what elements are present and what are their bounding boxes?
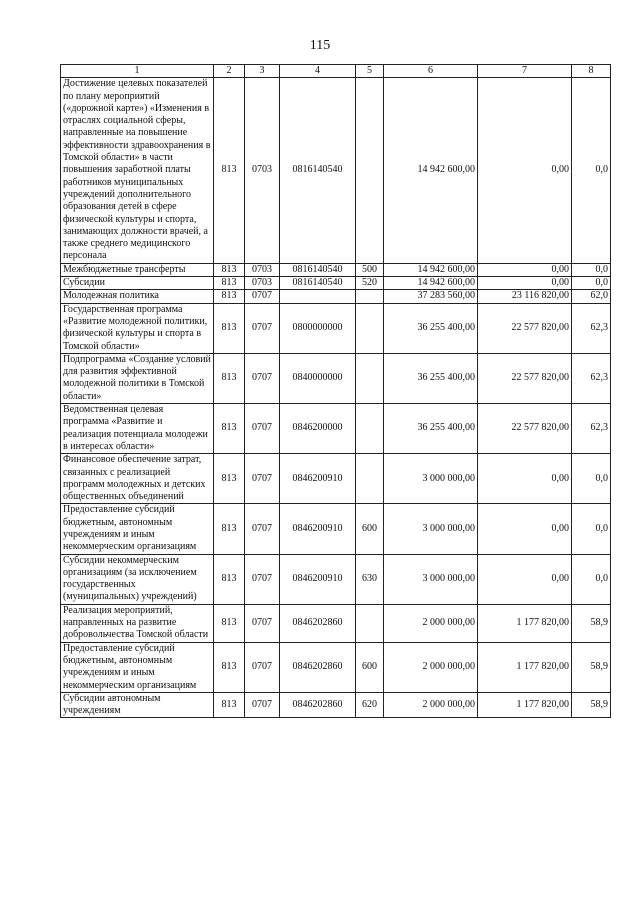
table-row xyxy=(61,303,611,353)
row-fact: 0,00 xyxy=(478,277,572,290)
table-row xyxy=(61,78,611,263)
table-row xyxy=(61,642,611,692)
row-target: 0846200910 xyxy=(280,454,356,504)
row-name: Ведомственная целевая программа «Развитие и реализация потенциала молодежи в интересах области» xyxy=(61,404,214,454)
row-fact: 22 577 820,00 xyxy=(478,353,572,403)
row-plan: 2 000 000,00 xyxy=(384,692,478,718)
column-header: 7 xyxy=(478,65,572,78)
row-percent: 62,3 xyxy=(572,404,611,454)
row-type xyxy=(356,454,384,504)
row-plan: 36 255 400,00 xyxy=(384,404,478,454)
row-fact: 1 177 820,00 xyxy=(478,642,572,692)
row-target: 0846200910 xyxy=(280,554,356,604)
header-row xyxy=(61,65,611,78)
row-section: 0707 xyxy=(245,454,280,504)
row-section: 0707 xyxy=(245,290,280,303)
row-fact: 22 577 820,00 xyxy=(478,404,572,454)
row-percent: 0,0 xyxy=(572,78,611,263)
row-plan: 3 000 000,00 xyxy=(384,454,478,504)
row-code: 813 xyxy=(214,642,245,692)
row-plan: 2 000 000,00 xyxy=(384,604,478,642)
row-plan: 3 000 000,00 xyxy=(384,504,478,554)
row-type xyxy=(356,604,384,642)
row-type: 600 xyxy=(356,504,384,554)
row-section: 0707 xyxy=(245,692,280,718)
row-percent: 0,0 xyxy=(572,554,611,604)
row-name: Субсидии xyxy=(61,277,214,290)
row-percent: 0,0 xyxy=(572,504,611,554)
row-section: 0703 xyxy=(245,277,280,290)
row-section: 0707 xyxy=(245,554,280,604)
table-row xyxy=(61,404,611,454)
row-name: Подпрограмма «Создание условий для развития эффективной молодежной политики в Томской области» xyxy=(61,353,214,403)
row-code: 813 xyxy=(214,303,245,353)
row-percent: 62,3 xyxy=(572,303,611,353)
row-section: 0707 xyxy=(245,604,280,642)
row-section: 0707 xyxy=(245,404,280,454)
row-section: 0703 xyxy=(245,78,280,263)
row-target: 0846202860 xyxy=(280,692,356,718)
row-code: 813 xyxy=(214,263,245,276)
row-target: 0816140540 xyxy=(280,277,356,290)
row-name: Молодежная политика xyxy=(61,290,214,303)
row-target: 0846200000 xyxy=(280,404,356,454)
row-target: 0846200910 xyxy=(280,504,356,554)
row-type xyxy=(356,404,384,454)
row-name: Финансовое обеспечение затрат, связанных с реализацией программ молодежных и детских общественных объединений xyxy=(61,454,214,504)
column-header: 5 xyxy=(356,65,384,78)
row-plan: 14 942 600,00 xyxy=(384,78,478,263)
row-section: 0707 xyxy=(245,353,280,403)
row-name: Предоставление субсидий бюджетным, автономным учреждениям и иным некоммерческим организациям xyxy=(61,504,214,554)
row-code: 813 xyxy=(214,404,245,454)
table-row xyxy=(61,454,611,504)
row-fact: 1 177 820,00 xyxy=(478,692,572,718)
row-code: 813 xyxy=(214,353,245,403)
row-plan: 14 942 600,00 xyxy=(384,263,478,276)
row-plan: 2 000 000,00 xyxy=(384,642,478,692)
row-fact: 0,00 xyxy=(478,454,572,504)
row-code: 813 xyxy=(214,277,245,290)
row-percent: 62,3 xyxy=(572,353,611,403)
row-plan: 36 255 400,00 xyxy=(384,353,478,403)
row-percent: 0,0 xyxy=(572,263,611,276)
row-code: 813 xyxy=(214,692,245,718)
table-row xyxy=(61,604,611,642)
table-row xyxy=(61,692,611,718)
row-percent: 58,9 xyxy=(572,692,611,718)
column-header: 8 xyxy=(572,65,611,78)
row-fact: 0,00 xyxy=(478,263,572,276)
row-target: 0840000000 xyxy=(280,353,356,403)
row-target: 0816140540 xyxy=(280,78,356,263)
row-code: 813 xyxy=(214,78,245,263)
table-row xyxy=(61,504,611,554)
row-percent: 62,0 xyxy=(572,290,611,303)
column-header: 3 xyxy=(245,65,280,78)
row-percent: 58,9 xyxy=(572,642,611,692)
row-fact: 0,00 xyxy=(478,78,572,263)
column-header: 4 xyxy=(280,65,356,78)
row-fact: 0,00 xyxy=(478,504,572,554)
row-target: 0800000000 xyxy=(280,303,356,353)
row-code: 813 xyxy=(214,504,245,554)
row-fact: 0,00 xyxy=(478,554,572,604)
page-number: 115 xyxy=(309,38,331,53)
row-fact: 22 577 820,00 xyxy=(478,303,572,353)
row-name: Межбюджетные трансферты xyxy=(61,263,214,276)
row-type: 600 xyxy=(356,642,384,692)
row-percent: 0,0 xyxy=(572,277,611,290)
row-name: Предоставление субсидий бюджетным, автономным учреждениям и иным некоммерческим организациям xyxy=(61,642,214,692)
row-plan: 3 000 000,00 xyxy=(384,554,478,604)
row-percent: 0,0 xyxy=(572,454,611,504)
table-row xyxy=(61,263,611,276)
row-plan: 36 255 400,00 xyxy=(384,303,478,353)
row-target: 0846202860 xyxy=(280,604,356,642)
table-row xyxy=(61,353,611,403)
column-header: 1 xyxy=(61,65,214,78)
row-type: 620 xyxy=(356,692,384,718)
table-row xyxy=(61,554,611,604)
row-plan: 37 283 560,00 xyxy=(384,290,478,303)
row-code: 813 xyxy=(214,554,245,604)
row-section: 0707 xyxy=(245,303,280,353)
row-section: 0707 xyxy=(245,504,280,554)
column-header: 2 xyxy=(214,65,245,78)
row-name: Субсидии автономным учреждениям xyxy=(61,692,214,718)
row-name: Государственная программа «Развитие молодежной политики, физической культуры и спорта в Томской области» xyxy=(61,303,214,353)
row-name: Реализация мероприятий, направленных на развитие добровольчества Томской области xyxy=(61,604,214,642)
row-target: 0846202860 xyxy=(280,642,356,692)
table-row xyxy=(61,290,611,303)
row-fact: 23 116 820,00 xyxy=(478,290,572,303)
row-type xyxy=(356,353,384,403)
row-target: 0816140540 xyxy=(280,263,356,276)
row-section: 0707 xyxy=(245,642,280,692)
row-name: Достижение целевых показателей по плану мероприятий («дорожной карте») «Изменения в отраслях социальной сферы, направленные на повышение эффективности здравоохранения в Томской области» в части повышения заработной платы работников муниципальных учреждений дополнительного образования детей в сфере физической культуры и спорта, занимающих должности врачей, а также среднего медицинского персонала xyxy=(61,78,214,263)
column-header: 6 xyxy=(384,65,478,78)
row-plan: 14 942 600,00 xyxy=(384,277,478,290)
row-type: 500 xyxy=(356,263,384,276)
row-code: 813 xyxy=(214,604,245,642)
row-fact: 1 177 820,00 xyxy=(478,604,572,642)
row-code: 813 xyxy=(214,454,245,504)
row-type xyxy=(356,78,384,263)
row-type: 630 xyxy=(356,554,384,604)
row-percent: 58,9 xyxy=(572,604,611,642)
row-section: 0703 xyxy=(245,263,280,276)
row-code: 813 xyxy=(214,290,245,303)
table-row xyxy=(61,277,611,290)
row-type xyxy=(356,290,384,303)
row-type: 520 xyxy=(356,277,384,290)
row-name: Субсидии некоммерческим организациям (за исключением государственных (муниципальных) учреждений) xyxy=(61,554,214,604)
row-target xyxy=(280,290,356,303)
row-type xyxy=(356,303,384,353)
budget-table xyxy=(60,64,611,718)
